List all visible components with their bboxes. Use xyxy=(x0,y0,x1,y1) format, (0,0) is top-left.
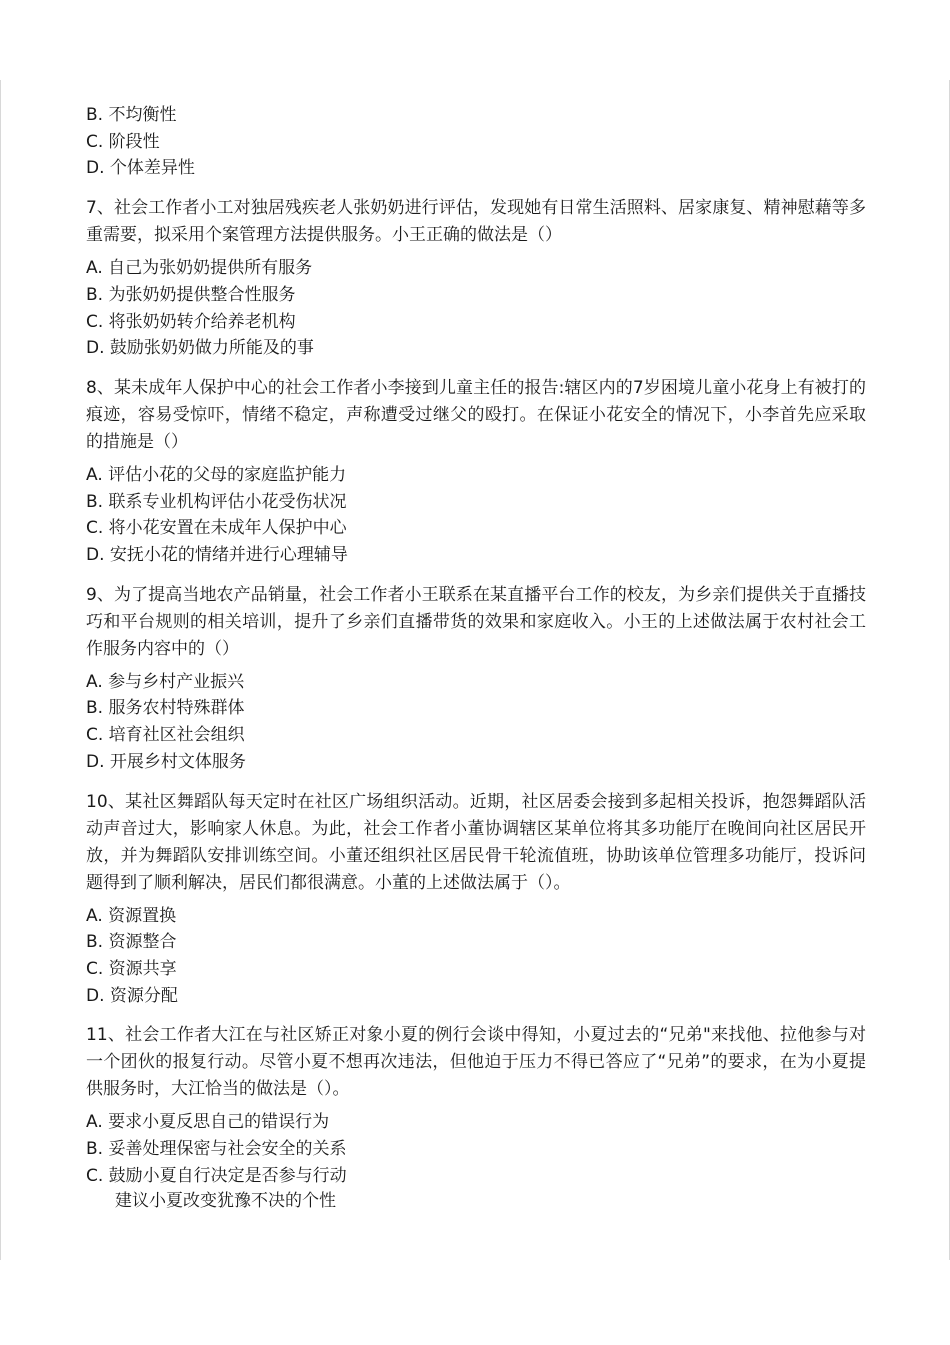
option-item: A. 资源置换 xyxy=(86,905,177,926)
question-7 xyxy=(86,195,866,362)
option-item: C. 资源共享 xyxy=(86,958,177,979)
question-stem: 8、某未成年人保护中心的社会工作者小李接到儿童主任的报告:辖区内的7岁困境儿童小花身上有被打的痕迹，容易受惊吓，情绪不稳定，声称遭受过继父的殴打。在保证小花安全的情况下，小李首先应采取的措施是（） xyxy=(86,377,866,452)
option-item: A. 评估小花的父母的家庭监护能力 xyxy=(86,464,347,485)
option-item: C. 鼓励小夏自行决定是否参与行动 xyxy=(86,1165,347,1186)
option-item: B. 联系专业机构评估小花受伤状况 xyxy=(86,491,347,512)
option-item: B. 服务农村特殊群体 xyxy=(86,698,245,719)
question-8 xyxy=(86,375,866,569)
option-item: B. 不均衡性 xyxy=(86,105,177,125)
option-continuation: 建议小夏改变犹豫不决的个性 xyxy=(115,1191,336,1212)
option-item: B. 妥善处理保密与社会安全的关系 xyxy=(86,1139,347,1160)
option-item: B. 为张奶奶提供整合性服务 xyxy=(86,284,296,305)
option-item: D. 个体差异性 xyxy=(86,158,195,179)
question-9 xyxy=(86,582,866,776)
option-item: D. 开展乡村文体服务 xyxy=(86,751,246,772)
option-item: A. 要求小夏反思自己的错误行为 xyxy=(86,1112,330,1133)
document-body xyxy=(86,102,866,1213)
option-item: B. 资源整合 xyxy=(86,932,177,953)
option-item: D. 资源分配 xyxy=(86,985,178,1006)
question-stem: 11、社会工作者大江在与社区矫正对象小夏的例行会谈中得知，小夏过去的“兄弟"来找他、拉他参与对一个团伙的报复行动。尽管小夏不想再次违法，但他迫于压力不得已答应了“兄弟”的要求，在为小夏提供服务时，大江恰当的做法是（）。 xyxy=(86,1025,866,1100)
page-left-edge xyxy=(0,80,1,1260)
option-item: C. 培育社区社会组织 xyxy=(86,725,245,746)
question-10 xyxy=(86,789,866,1010)
option-item: C. 阶段性 xyxy=(86,131,160,152)
option-item: C. 将张奶奶转介给养老机构 xyxy=(86,311,296,332)
option-item: D. 安抚小花的情绪并进行心理辅导 xyxy=(86,545,348,566)
option-list xyxy=(86,102,866,182)
question-stem: 9、为了提高当地农产品销量，社会工作者小王联系在某直播平台工作的校友，为乡亲们提供关于直播技巧和平台规则的相关培训，提升了乡亲们直播带货的效果和家庭收入。小王的上述做法属于农村社会工作服务内容中的（） xyxy=(86,584,866,659)
question-stem: 10、某社区舞蹈队每天定时在社区广场组织活动。近期，社区居委会接到多起相关投诉，抱怨舞蹈队活动声音过大，影响家人休息。为此，社会工作者小董协调辖区某单位将其多功能厅在晚间向社区居民开放，并为舞蹈队安排训练空间。小董还组织社区居民骨干轮流值班，协助该单位管理多功能厅，投诉问题得到了顺利解决，居民们都很满意。小董的上述做法属于（）。 xyxy=(86,791,866,893)
option-item: A. 参与乡村产业振兴 xyxy=(86,671,245,692)
option-item: C. 将小花安置在未成年人保护中心 xyxy=(86,518,347,539)
option-item: D. 鼓励张奶奶做力所能及的事 xyxy=(86,338,314,359)
question-stem: 7、社会工作者小工对独居残疾老人张奶奶进行评估，发现她有日常生活照料、居家康复、精神慰藉等多重需要，拟采用个案管理方法提供服务。小王正确的做法是（） xyxy=(86,198,866,246)
option-item: A. 自己为张奶奶提供所有服务 xyxy=(86,258,313,279)
question-11 xyxy=(86,1022,866,1213)
